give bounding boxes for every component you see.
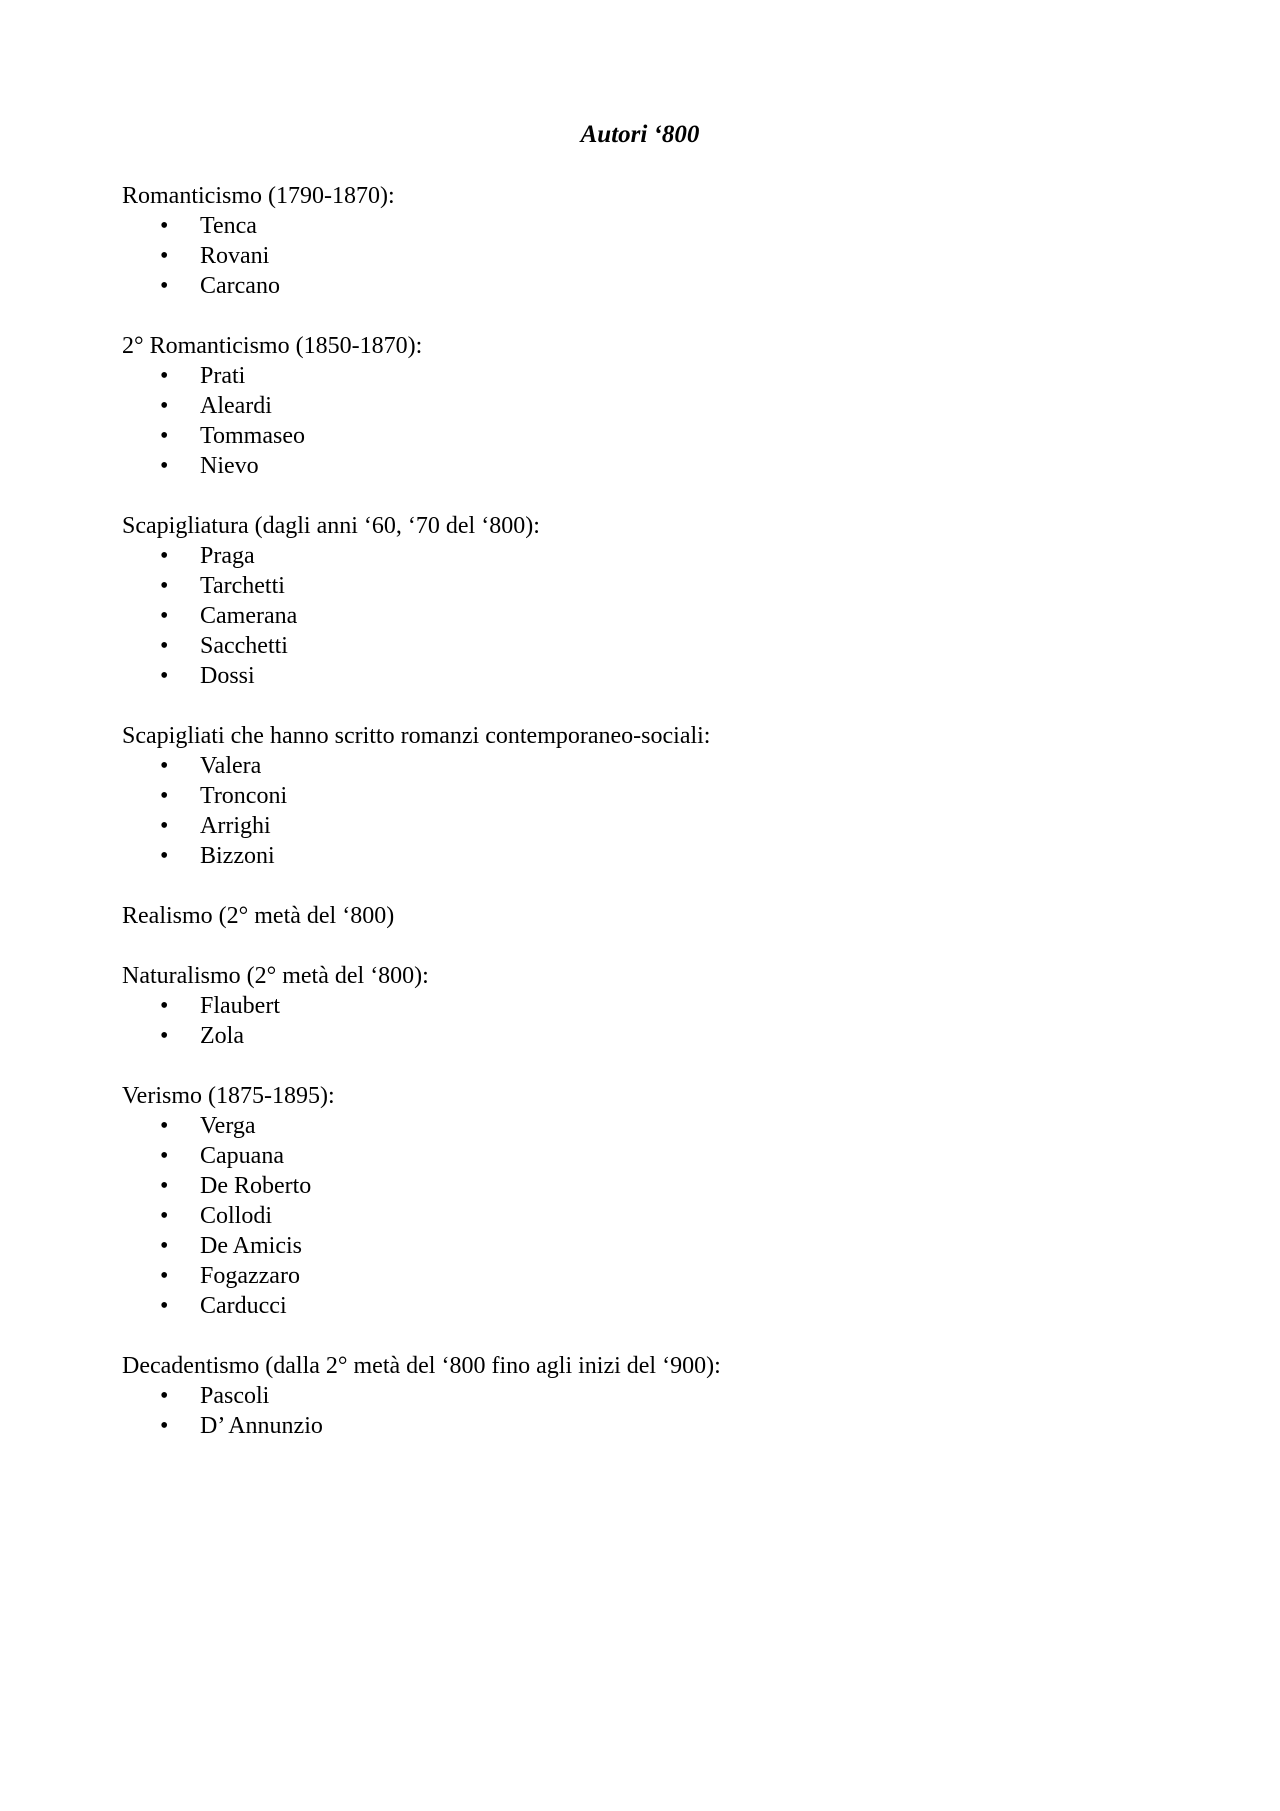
document-title: Autori ‘800 — [580, 121, 700, 148]
author-name: Zola — [200, 1023, 244, 1049]
author-list — [122, 361, 1162, 481]
author-name: Rovani — [200, 243, 270, 269]
list-item — [122, 1231, 1162, 1261]
bullet-icon: • — [160, 213, 169, 239]
bullet-icon: • — [160, 453, 169, 479]
list-item — [122, 991, 1162, 1021]
list-item — [122, 1291, 1162, 1321]
author-name: Carcano — [200, 273, 280, 299]
bullet-icon: • — [160, 1383, 169, 1409]
author-name: Tenca — [200, 213, 257, 239]
list-item — [122, 1111, 1162, 1141]
bullet-icon: • — [160, 573, 169, 599]
bullet-icon: • — [160, 1143, 169, 1169]
section — [122, 901, 1162, 931]
list-item — [122, 211, 1162, 241]
list-item — [122, 1381, 1162, 1411]
bullet-icon: • — [160, 843, 169, 869]
bullet-icon: • — [160, 663, 169, 689]
list-item — [122, 1141, 1162, 1171]
list-item — [122, 391, 1162, 421]
list-item — [122, 1201, 1162, 1231]
list-item — [122, 751, 1162, 781]
section-heading: Verismo (1875-1895): — [122, 1083, 335, 1109]
bullet-icon: • — [160, 1113, 169, 1139]
bullet-icon: • — [160, 1413, 169, 1439]
author-name: Pascoli — [200, 1383, 270, 1409]
list-item — [122, 1021, 1162, 1051]
author-name: Arrighi — [200, 813, 271, 839]
author-name: Tommaseo — [200, 423, 305, 449]
list-item — [122, 631, 1162, 661]
section — [122, 721, 1162, 871]
author-name: Tarchetti — [200, 573, 285, 599]
list-item — [122, 661, 1162, 691]
bullet-icon: • — [160, 393, 169, 419]
author-name: Bizzoni — [200, 843, 275, 869]
bullet-icon: • — [160, 543, 169, 569]
list-item — [122, 451, 1162, 481]
list-item — [122, 541, 1162, 571]
author-name: Camerana — [200, 603, 298, 629]
author-name: Fogazzaro — [200, 1263, 300, 1289]
author-name: D’ Annunzio — [200, 1413, 323, 1439]
bullet-icon: • — [160, 423, 169, 449]
bullet-icon: • — [160, 603, 169, 629]
author-name: Prati — [200, 363, 246, 389]
section — [122, 181, 1162, 301]
section-heading: Naturalismo (2° metà del ‘800): — [122, 963, 429, 989]
list-item — [122, 1171, 1162, 1201]
section-heading: Decadentismo (dalla 2° metà del ‘800 fino agli inizi del ‘900): — [122, 1353, 721, 1379]
bullet-icon: • — [160, 243, 169, 269]
author-name: Nievo — [200, 453, 259, 479]
author-list — [122, 751, 1162, 871]
list-item — [122, 421, 1162, 451]
author-list — [122, 1111, 1162, 1321]
bullet-icon: • — [160, 1293, 169, 1319]
section-heading: Realismo (2° metà del ‘800) — [122, 903, 395, 929]
author-name: Valera — [200, 753, 262, 779]
author-list — [122, 991, 1162, 1051]
list-item — [122, 841, 1162, 871]
section — [122, 1351, 1162, 1441]
section-heading: 2° Romanticismo (1850-1870): — [122, 333, 423, 359]
author-name: Verga — [200, 1113, 256, 1139]
list-item — [122, 271, 1162, 301]
list-item — [122, 811, 1162, 841]
author-list — [122, 541, 1162, 691]
author-name: Sacchetti — [200, 633, 288, 659]
section — [122, 1081, 1162, 1321]
list-item — [122, 1411, 1162, 1441]
list-item — [122, 241, 1162, 271]
list-item — [122, 1261, 1162, 1291]
bullet-icon: • — [160, 1173, 169, 1199]
section-heading: Romanticismo (1790-1870): — [122, 183, 395, 209]
bullet-icon: • — [160, 1203, 169, 1229]
bullet-icon: • — [160, 1023, 169, 1049]
section-heading: Scapigliatura (dagli anni ‘60, ‘70 del ‘800): — [122, 513, 540, 539]
author-name: Capuana — [200, 1143, 284, 1169]
bullet-icon: • — [160, 1263, 169, 1289]
list-item — [122, 781, 1162, 811]
section — [122, 331, 1162, 481]
author-name: Tronconi — [200, 783, 288, 809]
author-name: De Roberto — [200, 1173, 312, 1199]
bullet-icon: • — [160, 633, 169, 659]
section — [122, 961, 1162, 1051]
section — [122, 511, 1162, 691]
bullet-icon: • — [160, 993, 169, 1019]
author-name: Collodi — [200, 1203, 273, 1229]
section-heading: Scapigliati che hanno scritto romanzi contemporaneo-sociali: — [122, 723, 711, 749]
author-name: Aleardi — [200, 393, 272, 419]
author-list — [122, 1381, 1162, 1441]
list-item — [122, 361, 1162, 391]
author-name: De Amicis — [200, 1233, 302, 1259]
author-name: Flaubert — [200, 993, 280, 1019]
bullet-icon: • — [160, 783, 169, 809]
bullet-icon: • — [160, 753, 169, 779]
author-name: Carducci — [200, 1293, 287, 1319]
author-list — [122, 211, 1162, 301]
document-body — [122, 181, 1162, 1471]
author-name: Praga — [200, 543, 255, 569]
bullet-icon: • — [160, 813, 169, 839]
list-item — [122, 571, 1162, 601]
author-name: Dossi — [200, 663, 255, 689]
bullet-icon: • — [160, 273, 169, 299]
bullet-icon: • — [160, 1233, 169, 1259]
bullet-icon: • — [160, 363, 169, 389]
list-item — [122, 601, 1162, 631]
